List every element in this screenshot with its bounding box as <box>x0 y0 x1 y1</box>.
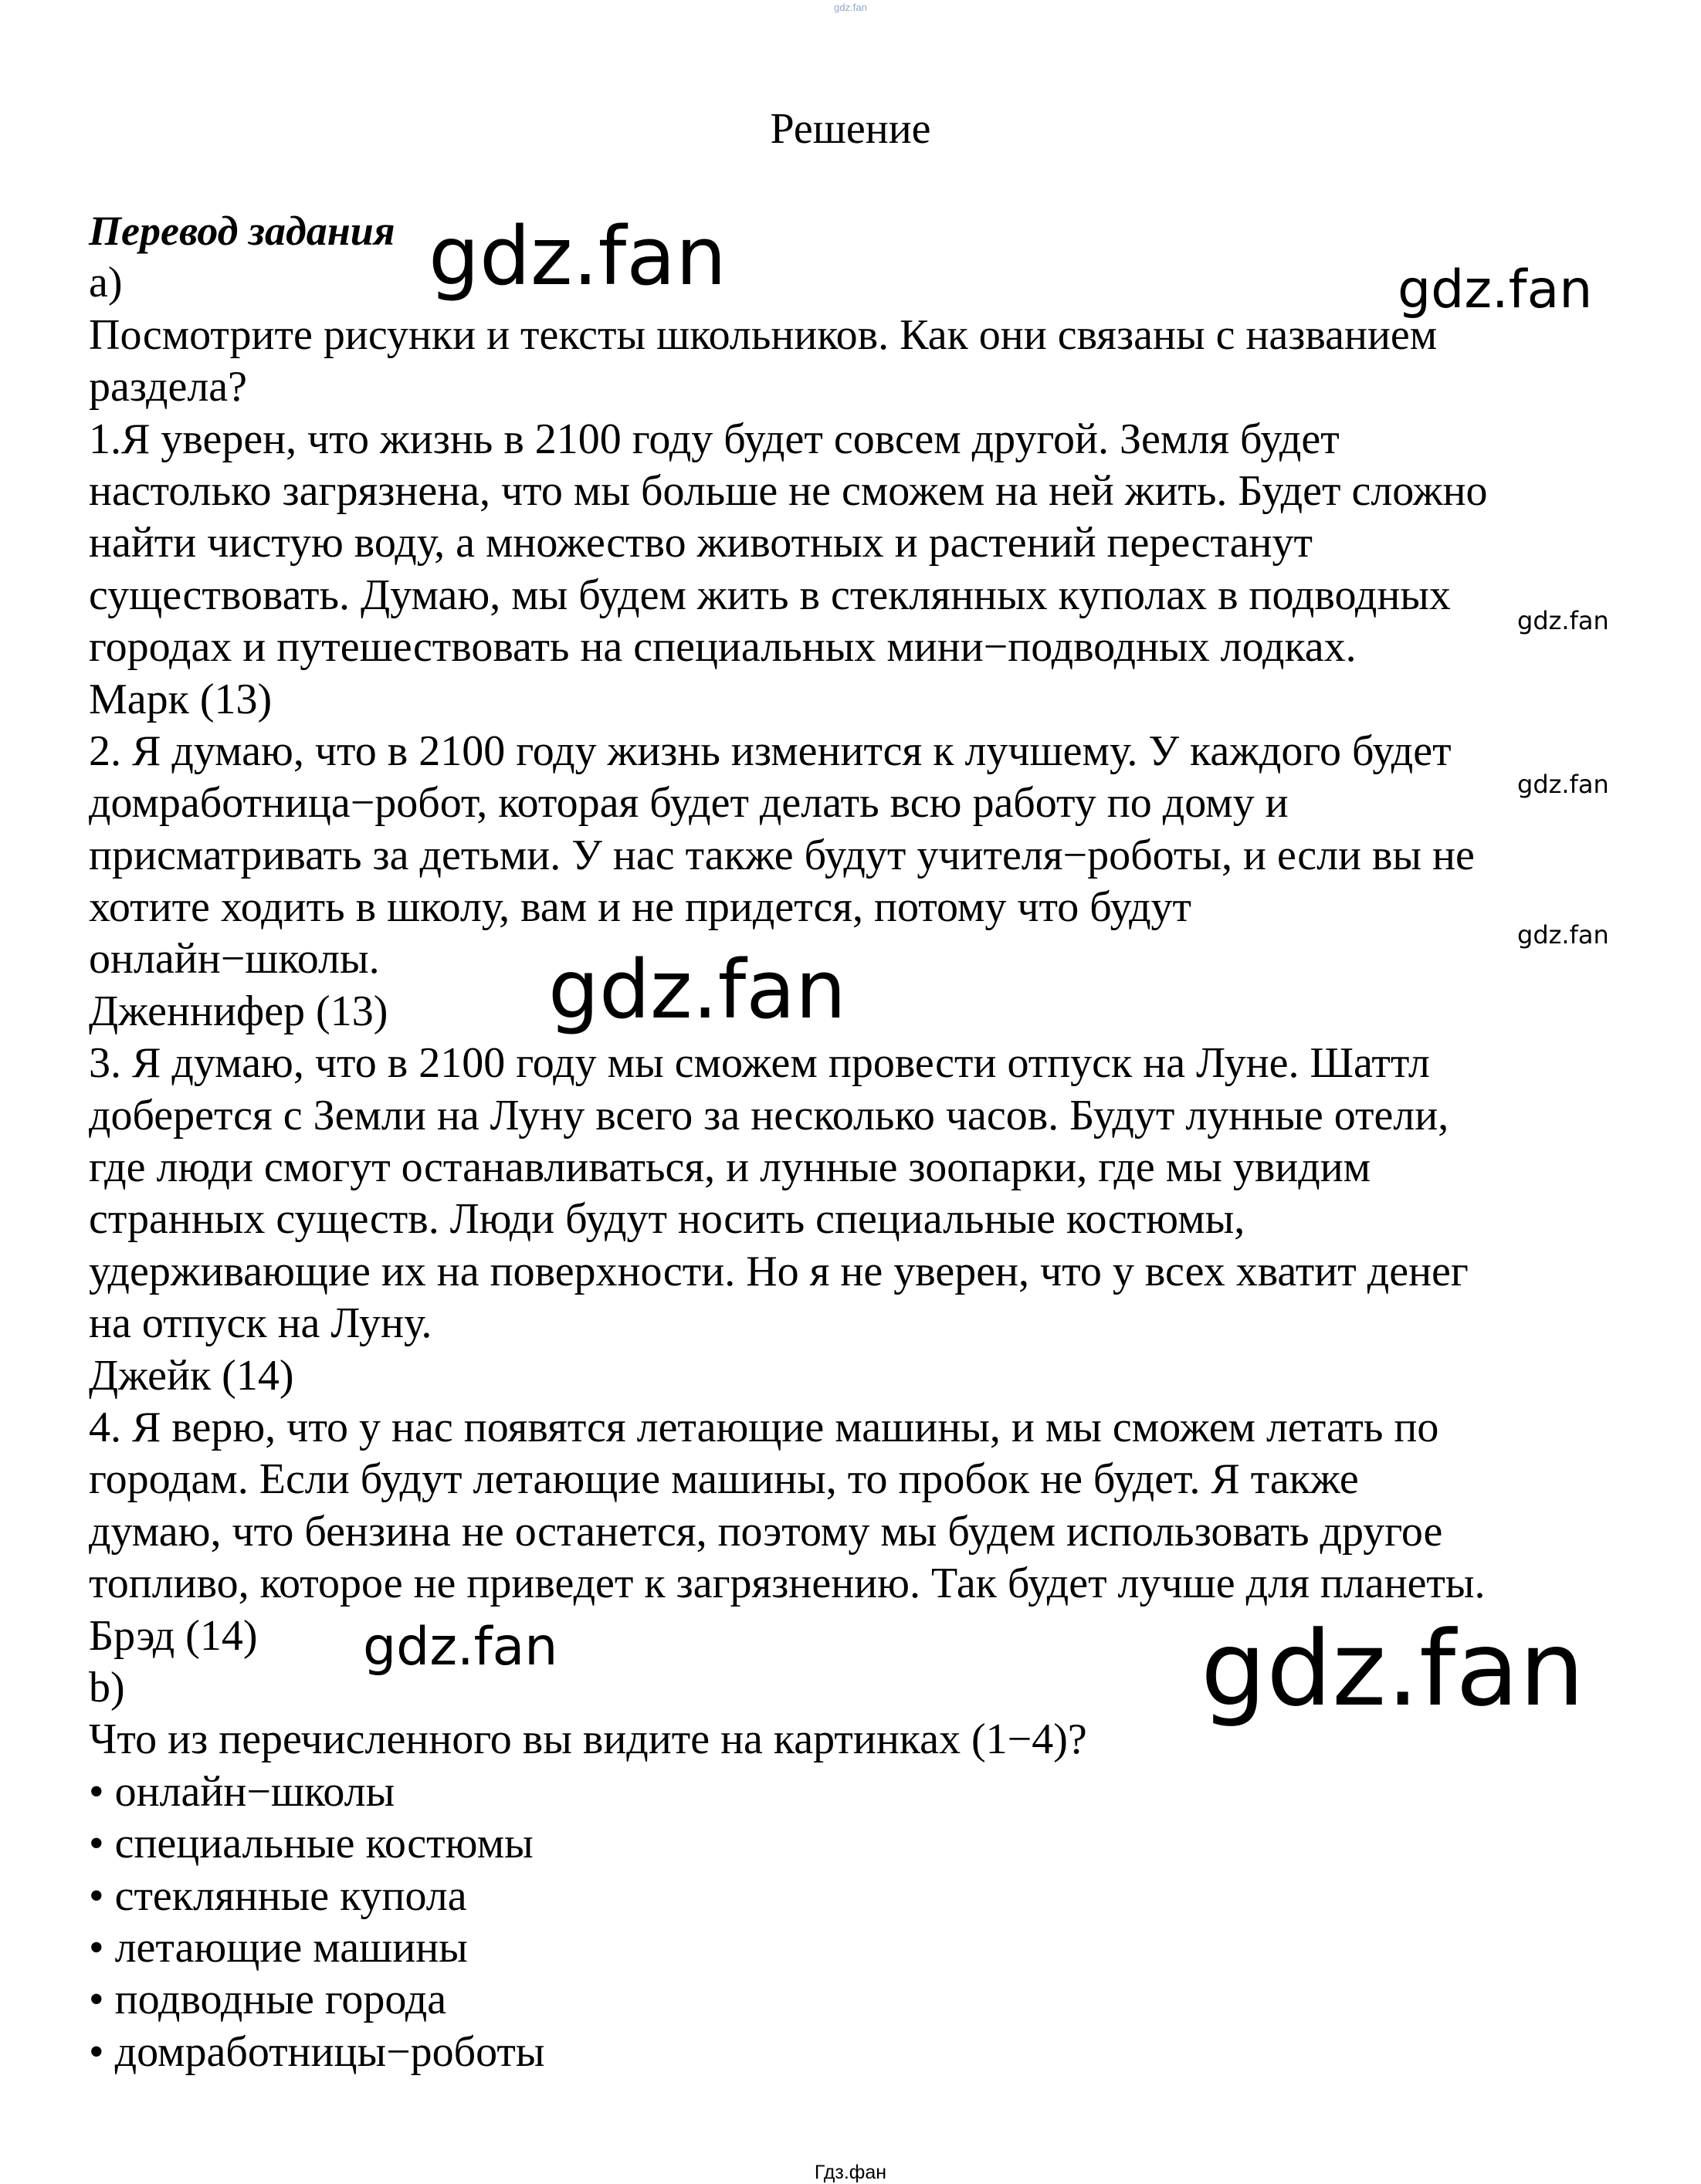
text-line: настолько загрязнена, что мы больше не сможем на ней жить. Будет сложно <box>89 466 1488 515</box>
list-item: • стеклянные купола <box>89 1871 467 1920</box>
text-line: странных существ. Люди будут носить специальные костюмы, <box>89 1195 1245 1244</box>
text-line: удерживающие их на поверхности. Но я не уверен, что у всех хватит денег <box>89 1247 1469 1295</box>
author-line: Брэд (14) <box>89 1611 258 1660</box>
watermark: gdz.fan <box>1517 770 1609 799</box>
author-line: Дженнифер (13) <box>89 987 388 1035</box>
watermark: gdz.fan <box>1517 606 1609 635</box>
text-line: на отпуск на Луну. <box>89 1299 432 1348</box>
text-line: городах и путешествовать на специальных мини−подводных лодках. <box>89 623 1357 672</box>
text-line: 1.Я уверен, что жизнь в 2100 году будет совсем другой. Земля будет <box>89 415 1340 463</box>
list-item: • домработницы−роботы <box>89 2027 545 2076</box>
text-line: 4. Я верю, что у нас появятся летающие машины, и мы сможем летать по <box>89 1403 1439 1451</box>
text-line: раздела? <box>89 363 247 411</box>
document-body <box>89 205 1648 2078</box>
text-line: где люди смогут останавливаться, и лунные зоопарки, где мы увидим <box>89 1143 1371 1192</box>
watermark: gdz.fan <box>429 209 727 303</box>
list-item: • подводные города <box>89 1976 447 2024</box>
watermark: gdz.fan <box>363 1617 558 1678</box>
question-line: Что из перечисленного вы видите на картинках (1−4)? <box>89 1715 1087 1764</box>
text-line: Посмотрите рисунки и тексты школьников. Как они связаны с названием <box>89 310 1438 359</box>
text-line: городам. Если будут летающие машины, то пробок не будет. Я также <box>89 1455 1359 1504</box>
list-item: • специальные костюмы <box>89 1820 534 1868</box>
author-line: Марк (13) <box>89 675 273 723</box>
page-title: Решение <box>770 105 931 153</box>
list-item: • онлайн−школы <box>89 1767 395 1816</box>
footer-watermark: Гдз.фан <box>814 2162 887 2183</box>
text-line: топливо, которое не приведет к загрязнению. Так будет лучше для планеты. <box>89 1559 1486 1608</box>
list-item: • летающие машины <box>89 1923 468 1972</box>
text-line: а) <box>89 259 123 307</box>
text-line: существовать. Думаю, мы будем жить в стеклянных куполах в подводных <box>89 571 1451 619</box>
watermark: gdz.fan <box>548 943 846 1037</box>
text-line: найти чистую воду, а множество животных и растений перестанут <box>89 519 1313 567</box>
watermark: gdz.fan <box>1201 1609 1585 1729</box>
text-line: b) <box>89 1663 125 1712</box>
text-line: 3. Я думаю, что в 2100 году мы сможем провести отпуск на Луне. Шаттл <box>89 1039 1430 1088</box>
text-line: 2. Я думаю, что в 2100 году жизнь изменится к лучшему. У каждого будет <box>89 726 1452 775</box>
section-heading: Перевод задания <box>89 208 395 254</box>
text-line: домработница−робот, которая будет делать всю работу по дому и <box>89 779 1289 828</box>
text-line: думаю, что бензина не останется, поэтому мы будем использовать другое <box>89 1507 1443 1556</box>
watermark: gdz.fan <box>1517 920 1609 950</box>
text-line: онлайн−школы. <box>89 935 380 984</box>
text-line: доберется с Земли на Луну всего за несколько часов. Будут лунные отели, <box>89 1091 1449 1139</box>
watermark: gdz.fan <box>1398 259 1593 320</box>
text-line: присматривать за детьми. У нас также будут учителя−роботы, и если вы не <box>89 831 1475 879</box>
text-line: хотите ходить в школу, вам и не придется, потому что будут <box>89 883 1192 932</box>
author-line: Джейк (14) <box>89 1351 294 1400</box>
top-watermark: gdz.fan <box>834 2 867 13</box>
